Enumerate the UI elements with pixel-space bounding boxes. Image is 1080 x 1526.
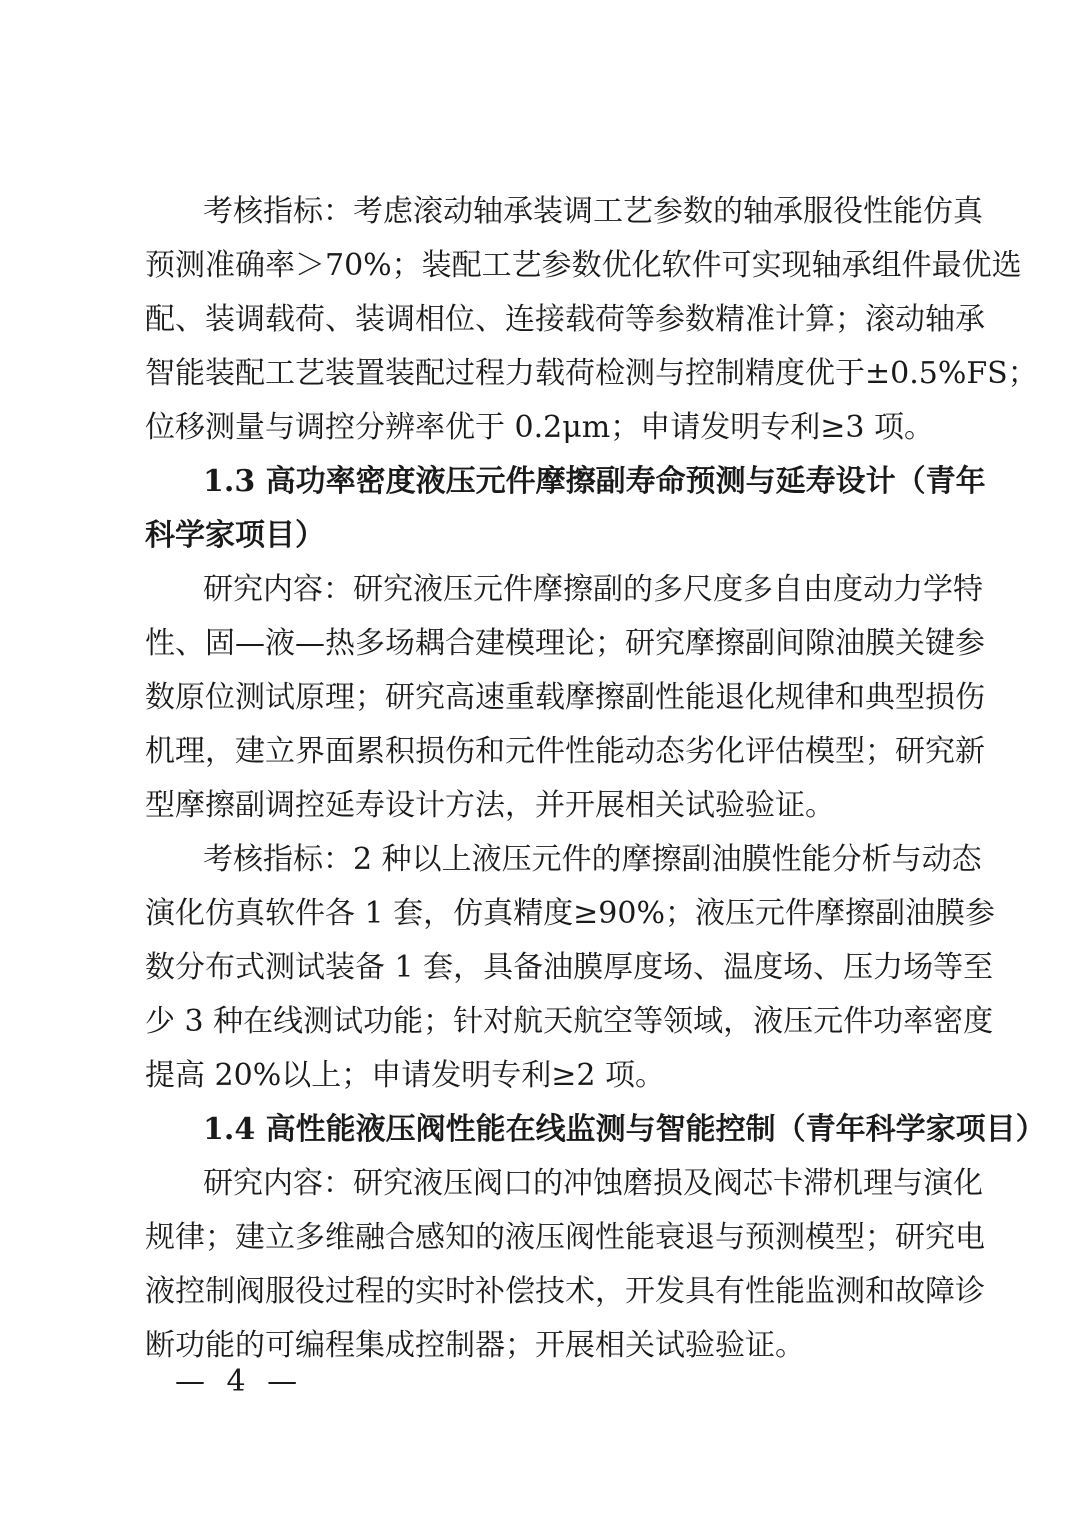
paragraph-assessment-1-3-2: 演化仿真软件各 1 套，仿真精度≥90%；液压元件摩擦副油膜参	[145, 896, 995, 931]
paragraph-research-1-4-4: 断功能的可编程集成控制器；开展相关试验验证。	[145, 1328, 805, 1363]
section-heading-1-3: 1.3 高功率密度液压元件摩擦副寿命预测与延寿设计（青年	[203, 464, 986, 499]
paragraph-assessment-1-3-5: 提高 20%以上；申请发明专利≥2 项。	[145, 1058, 665, 1093]
paragraph-assessment-1-5: 位移测量与调控分辨率优于 0.2μm；申请发明专利≥3 项。	[145, 410, 934, 445]
paragraph-research-1-4-2: 规律；建立多维融合感知的液压阀性能衰退与预测模型；研究电	[145, 1220, 985, 1255]
paragraph-assessment-1-3-1: 考核指标：2 种以上液压元件的摩擦副油膜性能分析与动态	[203, 842, 982, 877]
paragraph-research-1-3-3: 数原位测试原理；研究高速重载摩擦副性能退化规律和典型损伤	[145, 680, 985, 715]
paragraph-assessment-1-2: 预测准确率＞70%；装配工艺参数优化软件可实现轴承组件最优选	[145, 248, 1022, 283]
paragraph-research-1-3-5: 型摩擦副调控延寿设计方法，并开展相关试验验证。	[145, 788, 835, 823]
paragraph-assessment-1-4: 智能装配工艺装置装配过程力载荷检测与控制精度优于±0.5%FS；	[145, 356, 1038, 391]
paragraph-research-1-4-3: 液控制阀服役过程的实时补偿技术，开发具有性能监测和故障诊	[145, 1274, 985, 1309]
paragraph-assessment-1-3: 配、装调载荷、装调相位、连接载荷等参数精准计算；滚动轴承	[145, 302, 985, 337]
paragraph-assessment-1-3-3: 数分布式测试装备 1 套，具备油膜厚度场、温度场、压力场等至	[145, 950, 994, 985]
paragraph-research-1-4-1: 研究内容：研究液压阀口的冲蚀磨损及阀芯卡滞机理与演化	[203, 1166, 983, 1201]
section-heading-1-4: 1.4 高性能液压阀性能在线监测与智能控制（青年科学家项目）	[203, 1112, 1046, 1147]
paragraph-assessment-1-1: 考核指标：考虑滚动轴承装调工艺参数的轴承服役性能仿真	[203, 194, 983, 229]
section-heading-1-3-cont: 科学家项目）	[145, 518, 325, 553]
paragraph-research-1-3-4: 机理，建立界面累积损伤和元件性能动态劣化评估模型；研究新	[145, 734, 985, 769]
paragraph-assessment-1-3-4: 少 3 种在线测试功能；针对航天航空等领域，液压元件功率密度	[145, 1004, 994, 1039]
page-number: — 4 —	[175, 1364, 304, 1399]
paragraph-research-1-3-2: 性、固—液—热多场耦合建模理论；研究摩擦副间隙油膜关键参	[145, 626, 985, 661]
paragraph-research-1-3-1: 研究内容：研究液压元件摩擦副的多尺度多自由度动力学特	[203, 572, 983, 607]
